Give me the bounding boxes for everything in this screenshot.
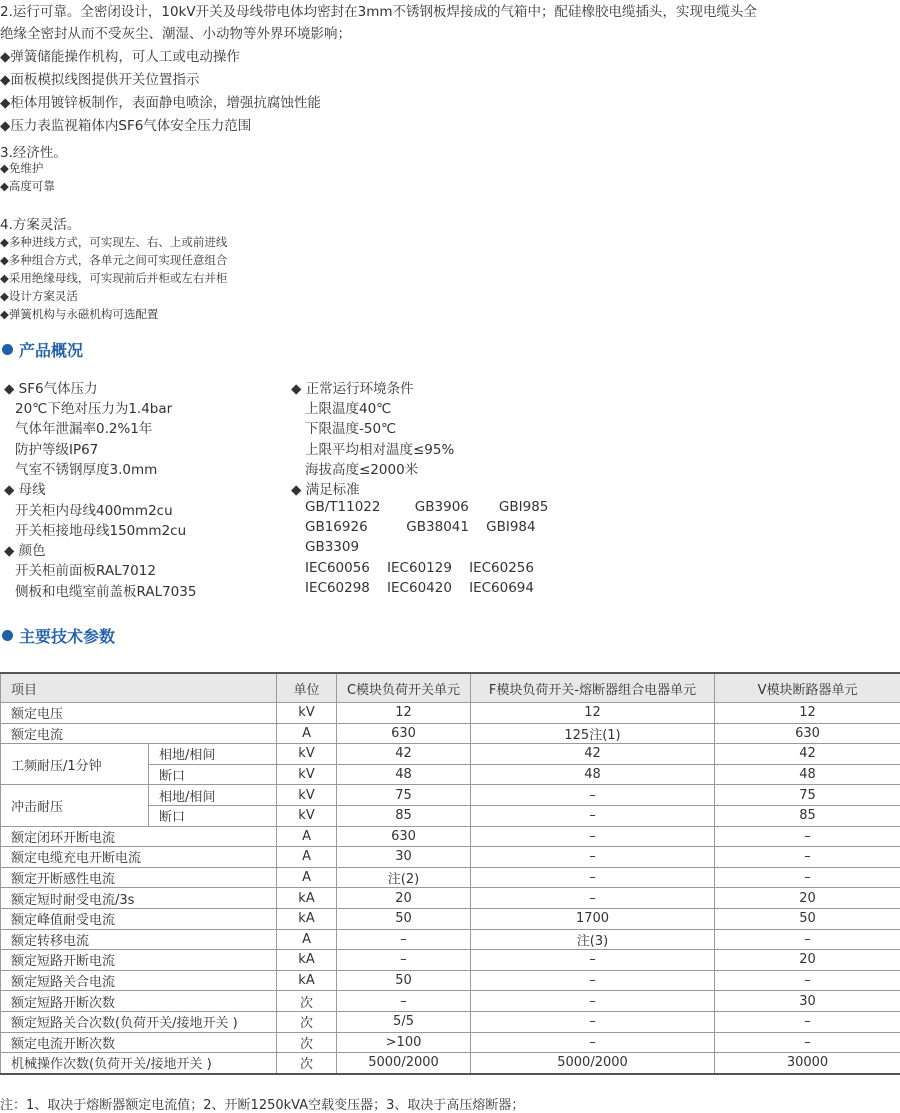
feature-item: ◆弹簧储能操作机构，可人工或电动操作: [0, 45, 240, 65]
overview-right-item: IEC60056 IEC60129 IEC60256: [305, 560, 534, 576]
row-unit: 次: [277, 1053, 337, 1074]
table-row: [1, 826, 900, 847]
bullet-dot-icon: [2, 344, 13, 355]
flexibility-item: ◆多种组合方式，各单元之间可实现任意组合: [0, 252, 227, 268]
feature-item: ◆面板模拟线图提供开关位置指示: [0, 68, 199, 88]
flexibility-item: ◆弹簧机构与永磁机构可选配置: [0, 306, 158, 322]
params-table: [0, 672, 900, 1075]
row-group: 工频耐压/1分钟: [1, 744, 149, 785]
intro-line: 绝缘全密封从而不受灰尘、潮湿、小动物等外界环境影响；: [0, 22, 351, 42]
row-c: >100: [337, 1032, 471, 1053]
table-row: [1, 1011, 900, 1032]
row-f: –: [471, 1032, 715, 1053]
flexibility-item: ◆设计方案灵活: [0, 288, 78, 304]
table-row: [1, 847, 900, 868]
row-f: –: [471, 805, 715, 826]
row-item: 额定电缆充电开断电流: [1, 847, 277, 868]
section-heading-overview: [2, 338, 83, 361]
row-unit: A: [277, 826, 337, 847]
params-heading: 主要技术参数: [19, 624, 115, 647]
row-f: 1700: [471, 908, 715, 929]
row-f: –: [471, 826, 715, 847]
table-row: [1, 929, 900, 950]
bullet-dot-icon: [2, 630, 13, 641]
row-v: 42: [715, 744, 900, 765]
row-c: 75: [337, 785, 471, 806]
overview-left-item: 气室不锈钢厚度3.0mm: [15, 458, 157, 478]
row-v: 20: [715, 950, 900, 971]
overview-right-item: 上限温度40℃: [305, 397, 391, 417]
row-unit: A: [277, 867, 337, 888]
feature-item: ◆压力表监视箱体内SF6气体安全压力范围: [0, 114, 251, 134]
overview-right-item: GB3309: [305, 539, 359, 555]
section-heading-params: [2, 624, 115, 647]
row-c: 630: [337, 723, 471, 744]
row-v: –: [715, 1011, 900, 1032]
row-c: 50: [337, 970, 471, 991]
row-item: 额定电压: [1, 703, 277, 724]
header-item: 项目: [1, 673, 277, 703]
row-v: 50: [715, 908, 900, 929]
table-row: [1, 744, 900, 765]
row-unit: kA: [277, 970, 337, 991]
row-c: 50: [337, 908, 471, 929]
row-f: –: [471, 1011, 715, 1032]
row-unit: kV: [277, 703, 337, 724]
row-item: 额定短路关合电流: [1, 970, 277, 991]
row-item: 额定短时耐受电流/3s: [1, 888, 277, 909]
overview-left-item: 开关柜内母线400mm2cu: [15, 499, 173, 519]
overview-right-item: 海拔高度≤2000米: [305, 458, 418, 478]
row-v: 630: [715, 723, 900, 744]
flexibility-title: 4.方案灵活。: [0, 213, 80, 233]
table-row: [1, 723, 900, 744]
row-f: –: [471, 847, 715, 868]
feature-item: ◆柜体用镀锌板制作，表面静电喷涂，增强抗腐蚀性能: [0, 91, 321, 111]
row-c: 12: [337, 703, 471, 724]
row-unit: A: [277, 847, 337, 868]
overview-left-item: ◆ 母线: [4, 478, 46, 498]
overview-right-item: IEC60298 IEC60420 IEC60694: [305, 580, 534, 596]
row-v: –: [715, 847, 900, 868]
row-f: 42: [471, 744, 715, 765]
row-item: 额定短路开断次数: [1, 991, 277, 1012]
row-f: 5000/2000: [471, 1053, 715, 1074]
row-f: 48: [471, 764, 715, 785]
row-c: 30: [337, 847, 471, 868]
row-v: 30: [715, 991, 900, 1012]
overview-right-item: ◆ 满足标准: [291, 478, 360, 498]
row-sub: 断口: [149, 805, 277, 826]
row-f: –: [471, 970, 715, 991]
flexibility-item: ◆采用绝缘母线，可实现前后并柜或左右并柜: [0, 270, 227, 286]
intro-line: 2.运行可靠。全密闭设计，10kV开关及母线带电体均密封在3mm不锈钢板焊接成的气箱中；配硅橡胶电缆插头，实现电缆头全: [0, 0, 757, 20]
table-row: [1, 867, 900, 888]
row-v: 85: [715, 805, 900, 826]
economy-item: ◆高度可靠: [0, 178, 55, 194]
row-c: 注(2): [337, 867, 471, 888]
row-unit: kV: [277, 744, 337, 765]
row-v: 30000: [715, 1053, 900, 1074]
row-f: –: [471, 785, 715, 806]
row-sub: 相地/相间: [149, 744, 277, 765]
row-unit: 次: [277, 991, 337, 1012]
header-v-module: V模块断路器单元: [715, 673, 900, 703]
row-sub: 相地/相间: [149, 785, 277, 806]
overview-right-item: GB/T11022 GB3906 GBI985: [305, 499, 548, 515]
row-item: 机械操作次数(负荷开关/接地开关 ): [1, 1053, 277, 1074]
row-item: 额定峰值耐受电流: [1, 908, 277, 929]
row-c: –: [337, 991, 471, 1012]
row-c: 630: [337, 826, 471, 847]
overview-right-item: 下限温度-50℃: [305, 417, 396, 437]
row-unit: kV: [277, 764, 337, 785]
row-c: 20: [337, 888, 471, 909]
table-row: [1, 908, 900, 929]
row-f: 注(3): [471, 929, 715, 950]
row-f: –: [471, 991, 715, 1012]
overview-left-item: 开关柜前面板RAL7012: [15, 559, 156, 579]
row-unit: kV: [277, 805, 337, 826]
row-f: 12: [471, 703, 715, 724]
row-c: 48: [337, 764, 471, 785]
table-row: [1, 703, 900, 724]
overview-left-item: 侧板和电缆室前盖板RAL7035: [15, 580, 196, 600]
table-row: [1, 970, 900, 991]
row-item: 额定转移电流: [1, 929, 277, 950]
row-f: 125注(1): [471, 723, 715, 744]
row-group: 冲击耐压: [1, 785, 149, 826]
header-f-module: F模块负荷开关-熔断器组合电器单元: [471, 673, 715, 703]
table-row: [1, 1053, 900, 1074]
row-v: 12: [715, 703, 900, 724]
row-unit: A: [277, 929, 337, 950]
row-v: 75: [715, 785, 900, 806]
row-v: –: [715, 970, 900, 991]
row-c: –: [337, 929, 471, 950]
row-v: –: [715, 826, 900, 847]
row-unit: kA: [277, 950, 337, 971]
row-unit: 次: [277, 1032, 337, 1053]
table-row: [1, 888, 900, 909]
row-item: 额定短路关合次数(负荷开关/接地开关 ): [1, 1011, 277, 1032]
row-c: 85: [337, 805, 471, 826]
row-f: –: [471, 950, 715, 971]
overview-right-item: ◆ 正常运行环境条件: [291, 377, 414, 397]
overview-right-item: 上限平均相对温度≤95%: [305, 438, 454, 458]
row-unit: kV: [277, 785, 337, 806]
row-v: –: [715, 867, 900, 888]
table-footnote: 注：1、取决于熔断器额定电流值；2、开断1250kVA空载变压器；3、取决于高压熔断器；: [0, 1094, 524, 1113]
header-unit: 单位: [277, 673, 337, 703]
row-item: 额定闭环开断电流: [1, 826, 277, 847]
row-c: 5000/2000: [337, 1053, 471, 1074]
row-unit: 次: [277, 1011, 337, 1032]
header-c-module: C模块负荷开关单元: [337, 673, 471, 703]
row-c: 5/5: [337, 1011, 471, 1032]
row-v: –: [715, 1032, 900, 1053]
row-unit: kA: [277, 888, 337, 909]
row-unit: kA: [277, 908, 337, 929]
row-unit: A: [277, 723, 337, 744]
row-sub: 断口: [149, 764, 277, 785]
row-v: 48: [715, 764, 900, 785]
row-f: –: [471, 888, 715, 909]
overview-left-item: 防护等级IP67: [15, 438, 98, 458]
row-v: 20: [715, 888, 900, 909]
overview-left-item: 气体年泄漏率0.2%1年: [15, 417, 152, 437]
overview-left-item: 开关柜接地母线150mm2cu: [15, 519, 186, 539]
table-row: [1, 991, 900, 1012]
table-row: [1, 1032, 900, 1053]
row-item: 额定电流开断次数: [1, 1032, 277, 1053]
table-header-row: [1, 673, 900, 703]
economy-title: 3.经济性。: [0, 141, 67, 161]
overview-left-item: ◆ 颜色: [4, 539, 46, 559]
row-c: –: [337, 950, 471, 971]
economy-item: ◆免维护: [0, 160, 43, 176]
flexibility-item: ◆多种进线方式，可实现左、右、上或前进线: [0, 234, 227, 250]
overview-heading: 产品概况: [19, 338, 83, 361]
row-c: 42: [337, 744, 471, 765]
table-row: [1, 950, 900, 971]
row-item: 额定开断感性电流: [1, 867, 277, 888]
overview-right-item: GB16926 GB38041 GBI984: [305, 519, 536, 535]
row-f: –: [471, 867, 715, 888]
table-row: [1, 785, 900, 806]
row-item: 额定电流: [1, 723, 277, 744]
overview-left-item: 20℃下绝对压力为1.4bar: [15, 397, 172, 417]
row-v: –: [715, 929, 900, 950]
overview-left-item: ◆ SF6气体压力: [4, 377, 98, 397]
row-item: 额定短路开断电流: [1, 950, 277, 971]
